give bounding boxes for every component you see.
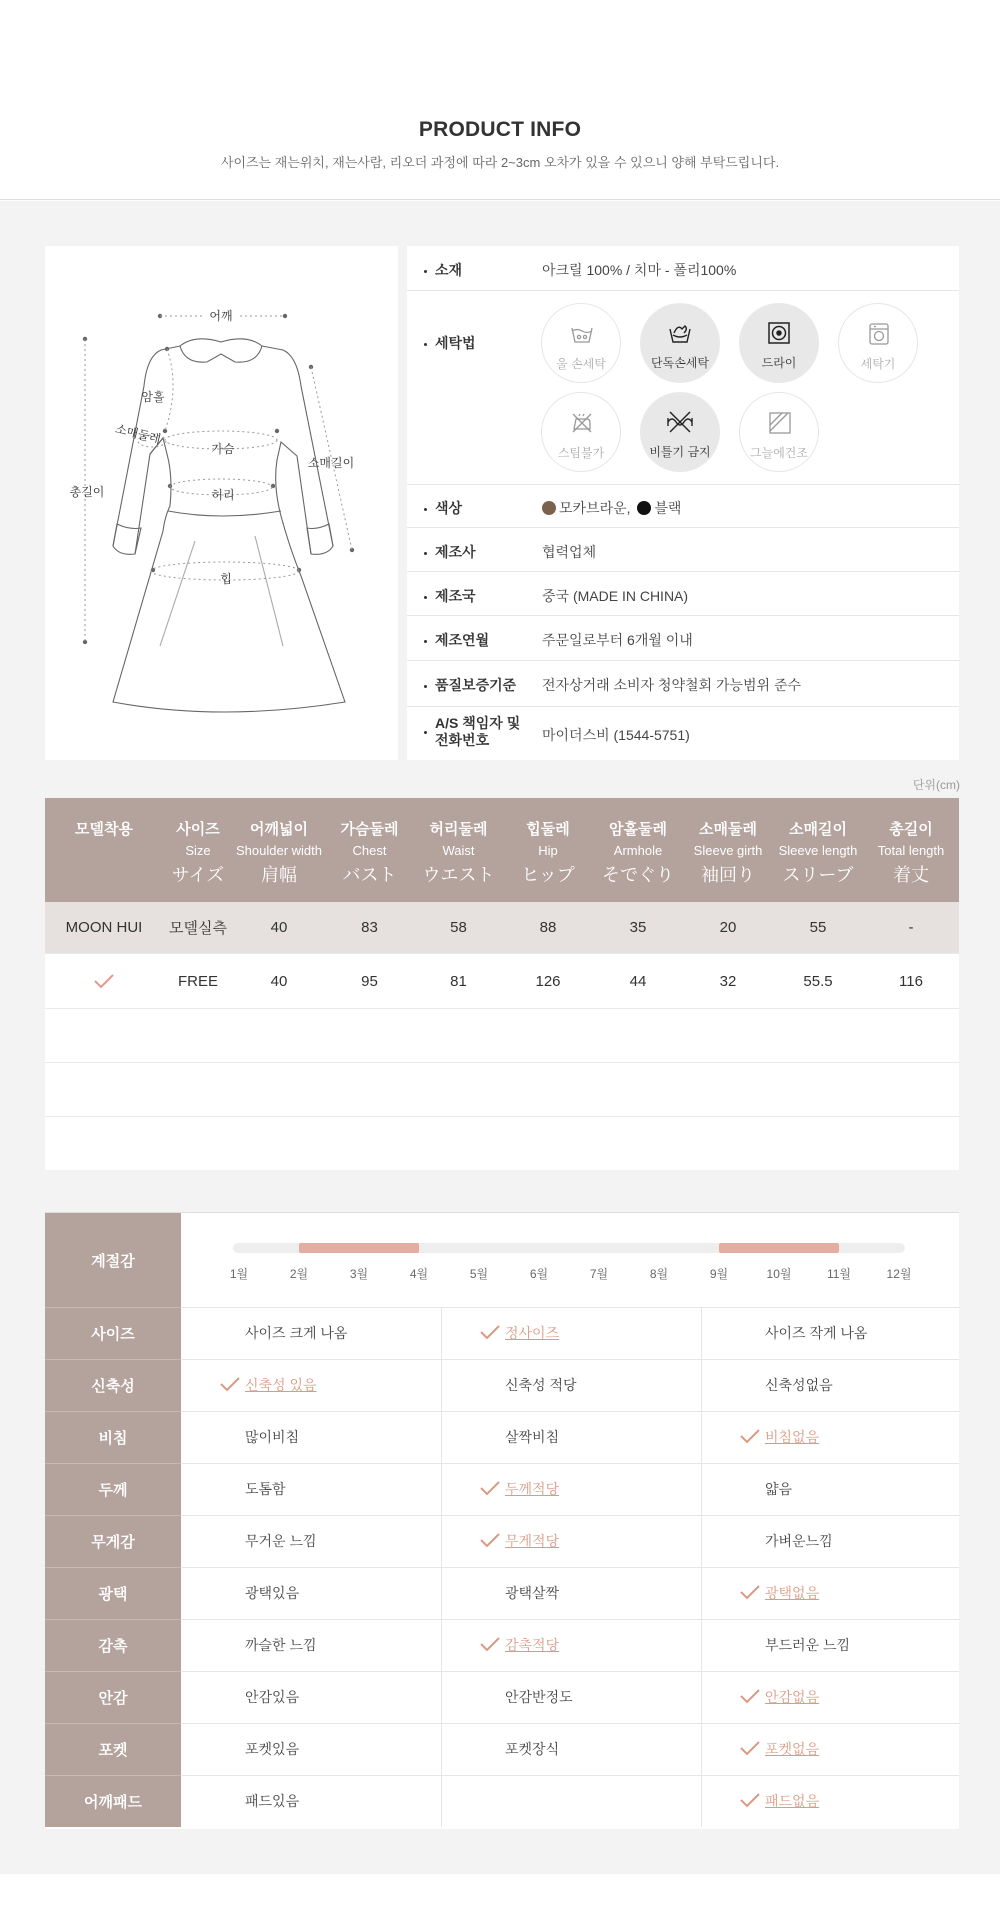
spec-value-manufacturer: 협력업체 <box>542 544 597 560</box>
col-header-size <box>163 798 233 902</box>
spec-label-material: 소재 <box>435 262 463 278</box>
attr-option <box>765 1463 984 1515</box>
month-label: 5월 <box>469 1267 489 1281</box>
attr-label: 두께 <box>45 1463 181 1515</box>
page-header <box>0 0 1000 200</box>
table-cell: 44 <box>629 972 647 990</box>
col-ko: 사이즈 <box>176 821 220 838</box>
attr-option <box>505 1359 724 1411</box>
attr-label: 감촉 <box>45 1619 181 1671</box>
attr-option <box>505 1723 724 1775</box>
model-worn-check-icon <box>45 954 163 1008</box>
spec-row-color <box>407 485 959 528</box>
season-range-spring <box>299 1243 419 1253</box>
check-icon <box>479 1480 501 1499</box>
col-en: Shoulder width <box>236 843 322 858</box>
col-ja: 肩幅 <box>261 865 297 885</box>
color-name: 모카브라운, <box>559 500 631 516</box>
column-divider <box>701 1775 702 1827</box>
col-ja: ヒップ <box>521 865 575 885</box>
table-cell: 40 <box>270 972 288 990</box>
diagram-label-sleeve-length: 소매길이 <box>307 456 355 470</box>
col-en: Sleeve length <box>778 843 858 858</box>
attr-option-selected <box>739 1411 958 1463</box>
col-en: Sleeve girth <box>693 843 763 858</box>
attr-option-label: 많이비침 <box>245 1429 300 1445</box>
attr-option-label: 광택없음 <box>765 1585 820 1601</box>
attr-label: 무게감 <box>45 1515 181 1567</box>
attr-option <box>245 1463 464 1515</box>
table-cell: - <box>908 919 914 936</box>
attr-option-selected <box>479 1619 698 1671</box>
attr-option <box>245 1723 464 1775</box>
spec-label-manufacturer: 제조사 <box>435 544 476 560</box>
month-label: 2월 <box>289 1267 309 1281</box>
attr-option-label: 정사이즈 <box>505 1325 560 1341</box>
col-header-sleeve-girth <box>683 798 773 902</box>
color-name: 블랙 <box>654 500 682 516</box>
table-cell: 35 <box>629 919 647 936</box>
attr-option-label: 광택있음 <box>245 1585 300 1601</box>
no-steam-icon <box>570 411 594 435</box>
table-cell: 83 <box>361 919 378 936</box>
check-icon <box>739 1740 761 1759</box>
check-icon <box>219 1376 241 1395</box>
diagram-label-chest: 가슴 <box>211 442 235 456</box>
wash-label: 비틀기 금지 <box>649 445 711 459</box>
attr-option <box>505 1671 724 1723</box>
bullet-dot <box>424 508 427 511</box>
column-divider <box>701 1619 702 1671</box>
col-ja: サイズ <box>171 865 225 885</box>
col-en: Chest <box>352 843 387 858</box>
attr-option <box>765 1619 984 1671</box>
col-header-chest <box>325 798 414 902</box>
spec-row-material <box>407 246 959 291</box>
spec-label-date: 제조연월 <box>435 632 490 648</box>
shade-dry-icon <box>768 411 792 435</box>
diagram-label-shoulder: 어깨 <box>209 309 233 323</box>
col-ko: 소매둘레 <box>699 821 757 838</box>
col-ko: 힙둘레 <box>526 821 570 838</box>
bullet-dot <box>424 731 427 734</box>
col-ja: 着丈 <box>893 865 929 885</box>
table-cell: 126 <box>535 972 561 990</box>
month-label: 6월 <box>529 1267 549 1281</box>
wash-label: 울 손세탁 <box>556 357 606 371</box>
col-header-shoulder <box>233 798 325 902</box>
size-row-model <box>45 902 959 954</box>
table-cell: 20 <box>719 919 737 936</box>
attr-option-label: 도톰함 <box>245 1481 286 1497</box>
attr-option-label: 살짝비침 <box>505 1429 560 1445</box>
wash-label: 그늘에건조 <box>750 446 808 460</box>
col-ja: ウエスト <box>422 865 495 885</box>
col-en: Hip <box>538 843 558 858</box>
col-ja: スリーブ <box>782 865 854 885</box>
attr-label-season: 계절감 <box>45 1213 181 1307</box>
table-cell: 32 <box>719 972 737 990</box>
month-label: 4월 <box>409 1267 429 1281</box>
diagram-label-total-length: 총길이 <box>69 485 105 499</box>
spec-row-date <box>407 616 959 661</box>
month-label: 11월 <box>826 1267 852 1281</box>
content-area <box>0 201 1000 1874</box>
spec-row-as <box>407 707 959 760</box>
attr-option <box>245 1619 464 1671</box>
attr-option-label: 사이즈 크게 나옴 <box>245 1325 348 1341</box>
attr-option <box>505 1567 724 1619</box>
spec-value-color <box>542 498 681 518</box>
wash-item-wool-hand <box>541 303 621 383</box>
check-icon <box>739 1688 761 1707</box>
col-ko: 어깨넓이 <box>250 821 308 838</box>
month-label: 8월 <box>649 1267 669 1281</box>
attr-option <box>765 1359 984 1411</box>
table-cell: 모델실측 <box>169 920 227 937</box>
month-label: 7월 <box>589 1267 609 1281</box>
diagram-label-hip: 힙 <box>220 572 232 586</box>
attr-option-label: 신축성없음 <box>765 1377 833 1393</box>
wash-label: 스팀불가 <box>557 446 605 460</box>
spec-label-washing: 세탁법 <box>435 335 476 351</box>
wash-item-no-steam <box>541 392 621 472</box>
attr-option-label: 패드없음 <box>765 1793 820 1809</box>
garment-diagram <box>45 246 398 760</box>
spec-value-as: 마이더스비 (1544-5751) <box>542 727 690 743</box>
spec-list <box>407 246 959 760</box>
attr-option-selected <box>739 1723 958 1775</box>
column-divider <box>701 1307 702 1359</box>
spec-row-washing <box>407 291 959 485</box>
attr-label: 비침 <box>45 1411 181 1463</box>
attr-option <box>505 1411 724 1463</box>
col-header-waist <box>414 798 503 902</box>
attr-option-label: 가벼운느낌 <box>765 1533 833 1549</box>
check-icon <box>479 1324 501 1343</box>
col-ja: そでぐり <box>602 865 674 885</box>
attr-option-label: 포켓있음 <box>245 1741 300 1757</box>
attr-option-label: 안감있음 <box>245 1689 300 1705</box>
col-ko: 가슴둘레 <box>340 821 399 838</box>
spec-value-quality: 전자상거래 소비자 청약철회 가능범위 준수 <box>542 677 801 693</box>
spec-value-country: 중국 (MADE IN CHINA) <box>542 588 689 604</box>
season-timeline <box>233 1243 905 1253</box>
col-en: Armhole <box>613 843 663 858</box>
attr-option-label: 무거운 느낌 <box>245 1533 317 1549</box>
wash-item-dry-clean <box>739 303 819 383</box>
column-divider <box>701 1515 702 1567</box>
attr-option-selected <box>479 1307 698 1359</box>
spec-label-as-2: 전화번호 <box>435 732 490 748</box>
check-icon <box>739 1584 761 1603</box>
check-icon <box>739 1792 761 1811</box>
dress-illustration <box>45 246 398 760</box>
table-cell: 55 <box>809 919 827 936</box>
attr-option-selected <box>479 1463 698 1515</box>
wash-label: 단독손세탁 <box>651 356 709 370</box>
wash-item-no-wring <box>640 392 720 472</box>
fabric-attributes-table <box>45 1212 959 1829</box>
no-wring-icon <box>666 410 694 434</box>
table-cell: 88 <box>539 919 557 936</box>
col-ja: 袖回り <box>701 865 755 885</box>
hand-wash-icon <box>570 322 594 346</box>
month-label: 9월 <box>709 1267 729 1281</box>
month-label: 10월 <box>766 1267 792 1281</box>
dry-clean-icon <box>767 321 791 345</box>
table-cell: 81 <box>450 972 467 990</box>
month-label: 1월 <box>229 1267 249 1281</box>
attr-option-label: 얇음 <box>765 1481 793 1497</box>
bullet-dot <box>424 343 427 346</box>
attr-option <box>765 1515 984 1567</box>
col-ko: 소매길이 <box>789 821 847 838</box>
attr-option-label: 부드러운 느낌 <box>765 1637 851 1653</box>
table-cell: 58 <box>450 919 467 936</box>
col-en: Waist <box>442 843 475 858</box>
attr-option-selected <box>739 1567 958 1619</box>
col-ko: 허리둘레 <box>429 821 488 838</box>
attr-label: 사이즈 <box>45 1307 181 1359</box>
bullet-dot <box>424 640 427 643</box>
attr-option-label: 무게적당 <box>505 1533 560 1549</box>
attr-label: 신축성 <box>45 1359 181 1411</box>
attr-option-selected <box>219 1359 438 1411</box>
attr-option <box>765 1307 984 1359</box>
check-icon <box>479 1532 501 1551</box>
size-row-empty <box>45 1063 959 1117</box>
month-label: 3월 <box>349 1267 369 1281</box>
size-row-empty <box>45 1009 959 1063</box>
attr-option <box>245 1775 464 1827</box>
attr-option <box>245 1411 464 1463</box>
wash-item-machine <box>838 303 918 383</box>
spec-label-as-1: A/S 책임자 및 <box>435 715 521 731</box>
column-divider <box>701 1463 702 1515</box>
attr-option-label: 두께적당 <box>505 1481 560 1497</box>
col-header-hip <box>503 798 593 902</box>
product-info-section <box>45 246 959 760</box>
spec-row-quality <box>407 661 959 707</box>
table-cell: 116 <box>899 972 923 990</box>
wash-item-hand-separate <box>640 303 720 383</box>
col-header-total-length <box>863 798 959 902</box>
attr-option-label: 패드있음 <box>245 1793 300 1809</box>
attr-label: 안감 <box>45 1671 181 1723</box>
attr-label: 광택 <box>45 1567 181 1619</box>
attr-option-label: 포켓없음 <box>765 1741 820 1757</box>
spec-label-country: 제조국 <box>435 588 476 604</box>
attr-option-label: 까슬한 느낌 <box>245 1637 317 1653</box>
col-ko: 암홀둘레 <box>609 821 667 838</box>
attr-option-label: 광택살짝 <box>505 1585 560 1601</box>
size-row-free <box>45 954 959 1009</box>
hand-wash-separately-icon <box>668 321 692 345</box>
diagram-label-waist: 허리 <box>211 488 235 502</box>
spec-label-quality: 품질보증기준 <box>435 677 517 693</box>
washing-machine-icon <box>867 322 891 346</box>
column-divider <box>441 1359 442 1411</box>
attr-option-selected <box>739 1775 958 1827</box>
col-ko: 모델착용 <box>75 821 133 838</box>
spec-value-date: 주문일로부터 6개월 이내 <box>542 632 693 648</box>
attr-label: 어깨패드 <box>45 1775 181 1827</box>
wash-label: 드라이 <box>761 356 797 370</box>
attr-option-label: 신축성 적당 <box>505 1377 577 1393</box>
color-swatch-brown <box>542 501 556 515</box>
bullet-dot <box>424 552 427 555</box>
attr-option-label: 비침없음 <box>765 1429 820 1445</box>
spec-row-manufacturer <box>407 528 959 572</box>
page-title: PRODUCT INFO <box>418 118 582 141</box>
bullet-dot <box>424 596 427 599</box>
size-row-empty <box>45 1117 959 1170</box>
check-icon <box>739 1428 761 1447</box>
attr-option-label: 신축성 있음 <box>245 1377 317 1393</box>
table-cell: FREE <box>177 972 218 990</box>
attr-option-selected <box>739 1671 958 1723</box>
attr-option-selected <box>479 1515 698 1567</box>
table-cell: 55.5 <box>803 972 833 990</box>
table-cell: 40 <box>270 919 288 936</box>
col-ko: 총길이 <box>889 821 933 838</box>
spec-label-color: 색상 <box>435 500 463 516</box>
attr-label: 포켓 <box>45 1723 181 1775</box>
attr-option <box>245 1307 464 1359</box>
diagram-label-sleeve-girth: 소매둘레 <box>113 421 163 447</box>
check-icon <box>479 1636 501 1655</box>
color-swatch-black <box>637 501 651 515</box>
col-header-sleeve-length <box>773 798 863 902</box>
attr-option <box>245 1671 464 1723</box>
attr-option-label: 포켓장식 <box>505 1741 560 1757</box>
attr-option-label: 사이즈 작게 나옴 <box>765 1325 868 1341</box>
season-range-autumn <box>719 1243 839 1253</box>
attr-option <box>245 1515 464 1567</box>
table-cell: MOON HUI <box>65 919 143 936</box>
bullet-dot <box>424 270 427 273</box>
wash-label: 세탁기 <box>860 357 896 371</box>
attr-option-label: 안감반정도 <box>505 1689 573 1705</box>
diagram-label-armhole: 암홀 <box>141 390 165 404</box>
col-ja: バスト <box>342 865 397 885</box>
wash-item-shade-dry <box>739 392 819 472</box>
col-en: Size <box>185 843 211 858</box>
col-header-armhole <box>593 798 683 902</box>
attr-option <box>245 1567 464 1619</box>
bullet-dot <box>424 685 427 688</box>
attr-option-label: 감촉적당 <box>505 1637 560 1653</box>
table-cell: 95 <box>361 972 378 990</box>
attr-option-label: 안감없음 <box>765 1689 820 1705</box>
col-en: Total length <box>877 843 945 858</box>
spec-row-country <box>407 572 959 616</box>
size-table-header <box>45 798 959 902</box>
page-subtitle: 사이즈는 재는위치, 재는사람, 리오더 과정에 따라 2~3cm 오차가 있을 수 있으니 양해 부탁드립니다. <box>220 155 780 170</box>
unit-label: 단위(cm) <box>912 778 960 792</box>
spec-value-material: 아크릴 100% / 치마 - 폴리100% <box>542 262 737 278</box>
col-header-model <box>45 798 163 902</box>
month-label: 12월 <box>886 1267 912 1281</box>
